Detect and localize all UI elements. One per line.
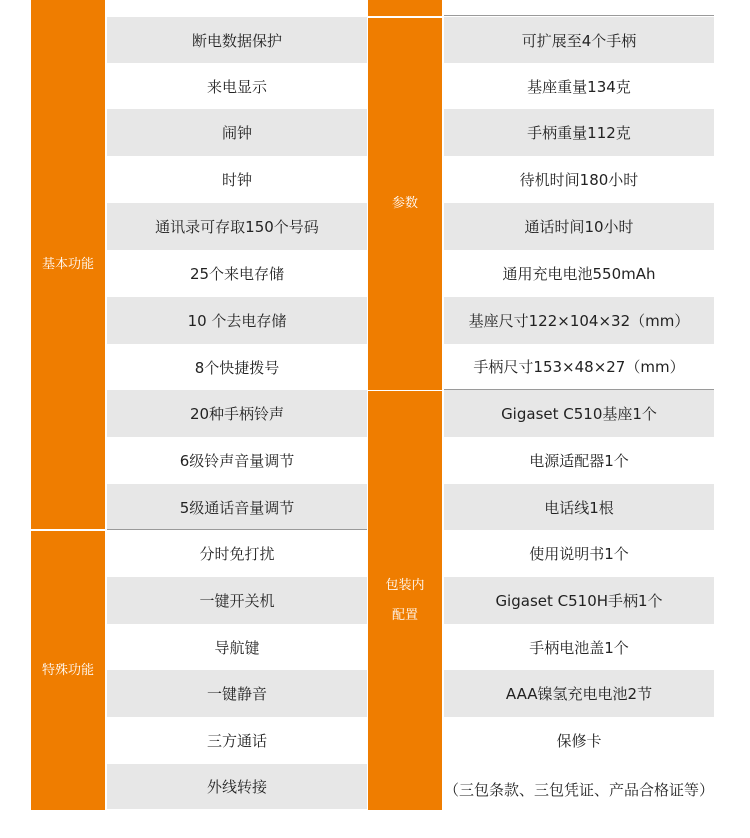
table-row: 来电显示 (107, 63, 367, 109)
table-row: 10 个去电存储 (107, 297, 367, 344)
table-row: 三方通话 (107, 717, 367, 764)
group-parameters (368, 17, 442, 390)
table-row: 分时免打扰 (107, 530, 367, 577)
table-row: 待机时间180小时 (444, 156, 714, 203)
table-row: 使用说明书1个 (444, 530, 714, 577)
table-row: 25个来电存储 (107, 250, 367, 297)
table-row: 基座尺寸122×104×32（mm） (444, 297, 714, 344)
table-row: 保修卡 (444, 717, 714, 764)
table-row: 电话线1根 (444, 484, 714, 530)
table-row (107, 0, 367, 16)
group-package-contents (368, 390, 442, 810)
table-row: 一键静音 (107, 670, 367, 717)
table-row: 电源适配器1个 (444, 437, 714, 484)
group-label: 基本功能 (41, 256, 94, 272)
table-row: 8个快捷拨号 (107, 344, 367, 390)
table-row: 6级铃声音量调节 (107, 437, 367, 484)
table-row: 通用充电电池550mAh (444, 250, 714, 297)
group-label: 参数 (391, 196, 418, 211)
table-row: 通讯录可存取150个号码 (107, 203, 367, 250)
table-row: 时钟 (107, 156, 367, 203)
group-special-functions (31, 530, 105, 810)
group-params-top (368, 0, 442, 16)
table-row: 一键开关机 (107, 577, 367, 624)
row-divider (444, 15, 714, 16)
table-row: 外线转接 (107, 764, 367, 809)
table-row: 可扩展至4个手柄 (444, 17, 714, 63)
table-row: 通话时间10小时 (444, 203, 714, 250)
table-row: 手柄尺寸153×48×27（mm） (444, 344, 714, 389)
group-label: 特殊功能 (41, 662, 94, 678)
table-row: 导航键 (107, 624, 367, 670)
table-row: 手柄电池盖1个 (444, 624, 714, 670)
table-row: 20种手柄铃声 (107, 390, 367, 437)
table-row: 基座重量134克 (444, 63, 714, 109)
table-row: 手柄重量112克 (444, 109, 714, 156)
table-row: AAA镍氢充电电池2节 (444, 670, 714, 717)
group-basic-functions (31, 0, 105, 529)
table-row: 5级通话音量调节 (107, 484, 367, 530)
table-row: （三包条款、三包凭证、产品合格证等） (444, 764, 714, 814)
table-row (444, 0, 714, 15)
table-row: Gigaset C510基座1个 (444, 390, 714, 437)
group-label: 包装内 配置 (385, 577, 425, 623)
table-row: 断电数据保护 (107, 17, 367, 63)
table-row: 闹钟 (107, 109, 367, 156)
table-row: Gigaset C510H手柄1个 (444, 577, 714, 624)
